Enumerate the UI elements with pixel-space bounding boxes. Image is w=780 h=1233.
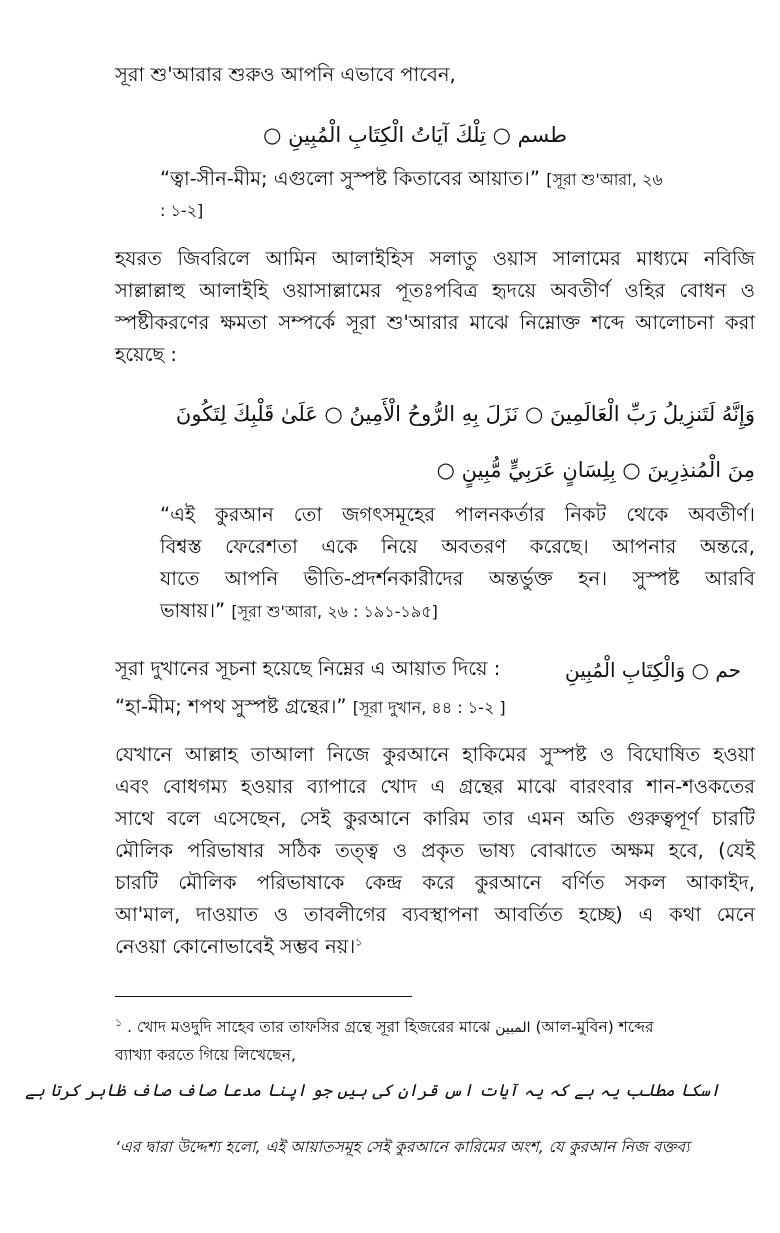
para-2-line-4: মৌলিক পরিভাষার সঠিক তত্ত্ব ও প্রকৃত ভাষ্য বোঝাতে অক্ষম হবে, (যেই	[115, 839, 755, 862]
footnote-urdu-quote: اسکا مطلب یہ ہے کہ یہ آیات اس قران کی ہیں جو اپنا مدعا صاف صاف ظاہر کرتا ہے	[25, 1081, 720, 1101]
intro-line: সূরা শু'আরার শুরুও আপনি এভাবে পাবেন,	[115, 63, 456, 86]
footnote-text-a: . খোদ মওদুদি সাহেব তার তাফসির গ্রন্থে সূরা হিজরের মাঝে	[127, 1018, 491, 1036]
footnote-italic-translation: ‘এর দ্বারা উদ্দেশ্য হলো, এই আয়াতসমূহ সেই কুরআনে কারিমের অংশ, যে কুরআন নিজ বক্তব্য	[115, 1138, 690, 1156]
para-2-line-3: সাথে বলে এসেছেন, সেই কুরআনে কারিম তার এমন অতি গুরুত্বপূর্ণ চারটি	[115, 807, 755, 830]
para-2-line-6: আ'মাল, দাওয়াত ও তাবলীগের ব্যবস্থাপনা আবর্তিত হচ্ছে) এ কথা মেনে	[115, 903, 755, 926]
footnote-divider	[115, 996, 412, 997]
footnote-line-2: ব্যাখ্যা করতে গিয়ে লিখেছেন,	[115, 1046, 296, 1064]
para-2-line-7	[115, 932, 362, 962]
ayah-2-translation-line-4	[160, 596, 438, 627]
para-2-line-2: এবং বোধগম্য হওয়ার ব্যাপারে খোদ এ গ্রন্থের মাঝে বারংবার শান-শওকতের	[115, 775, 755, 798]
para-2-line-1: যেখানে আল্লাহ তাআলা নিজে কুরআনে হাকিমের সুস্পষ্ট ও বিঘোষিত হওয়া	[115, 743, 755, 766]
ayah-1-translation	[160, 164, 663, 195]
ayah-1-reference-cont: : ১-২]	[160, 201, 204, 220]
ayah-2-translation-last: ভাষায়।”	[160, 599, 226, 622]
ayah-2-arabic-line-1: وَإِنَّهُ لَتَنزِيلُ رَبِّ الْعَالَمِينَ ○ نَزَلَ بِهِ الرُّوحُ الْأَمِينُ ○ عَلَىٰ قَلْبِكَ لِتَكُونَ	[175, 402, 755, 426]
para-1-line-4: হয়েছে :	[115, 343, 177, 366]
ayah-2-reference: [সূরা শু'আরা, ২৬ : ১৯১-১৯৫]	[231, 602, 438, 621]
para-1-line-3: স্পষ্টীকরণের ক্ষমতা সম্পর্কে সূরা শু'আরার মাঝে নিম্নোক্ত শব্দে আলোচনা করা	[115, 311, 755, 334]
para-2-last-text: নেওয়া কোনোভাবেই সম্ভব নয়।	[115, 935, 356, 958]
ayah-2-arabic-line-2: مِنَ الْمُنذِرِينَ ○ بِلِسَانٍ عَرَبِيٍّ مُّبِينٍ ○	[436, 458, 755, 482]
footnote-marker: ১	[115, 1015, 123, 1029]
para-1-line-1: হযরত জিবরিলে আমিন আলাইহিস সলাতু ওয়াস সালামের মাধ্যমে নবিজি	[115, 247, 755, 270]
ayah-3-intro: সূরা দুখানের সূচনা হয়েছে নিম্নের এ আয়াত দিয়ে :	[115, 657, 501, 680]
ayah-3-arabic: حم ○ وَالْكِتَابِ الْمُبِينِ	[565, 658, 742, 682]
ayah-2-translation-line-3: যাতে আপনি ভীতি-প্রদর্শনকারীদের অন্তর্ভুক্ত হন। সুস্পষ্ট আরবি	[160, 567, 755, 590]
footnote-arabic-word: المبين	[495, 1020, 531, 1036]
ayah-2-translation-line-2: বিশ্বস্ত ফেরেশতা একে নিয়ে অবতরণ করেছে। আপনার অন্তরে,	[160, 535, 755, 558]
ayah-2-translation-line-1: “এই কুরআন তো জগৎসমূহের পালনকর্তার নিকট থেকে অবতীর্ণ।	[160, 503, 755, 526]
footnote-line-1	[115, 1014, 653, 1041]
ayah-1-reference: [সূরা শু'আরা, ২৬	[546, 170, 663, 189]
footnote-text-b: (আল-মুবিন) শব্দের	[535, 1018, 654, 1036]
ayah-3-translation-text: “হা-মীম; শপথ সুস্পষ্ট গ্রন্থের।”	[115, 695, 347, 718]
ayah-3-reference: [সূরা দুখান, ৪৪ : ১-২ ]	[352, 698, 506, 717]
para-2-line-5: চারটি মৌলিক পরিভাষাকে কেন্দ্র করে কুরআনে বর্ণিত সকল আকাইদ,	[115, 871, 755, 894]
ayah-1-translation-text: “ত্বা-সীন-মীম; এগুলো সুস্পষ্ট কিতাবের আয়াত।”	[160, 167, 541, 190]
ayah-1-arabic: طسم ○ تِلْكَ آيَاتُ الْكِتَابِ الْمُبِينِ ○	[263, 123, 567, 147]
ayah-3-translation	[115, 692, 506, 723]
para-1-line-2: সাল্লাল্লাহু আলাইহি ওয়াসাল্লামের পূতঃপবিত্র হৃদয়ে অবতীর্ণ ওহির বোধন ও	[115, 279, 755, 302]
footnote-reference[interactable]: ১	[355, 935, 363, 949]
